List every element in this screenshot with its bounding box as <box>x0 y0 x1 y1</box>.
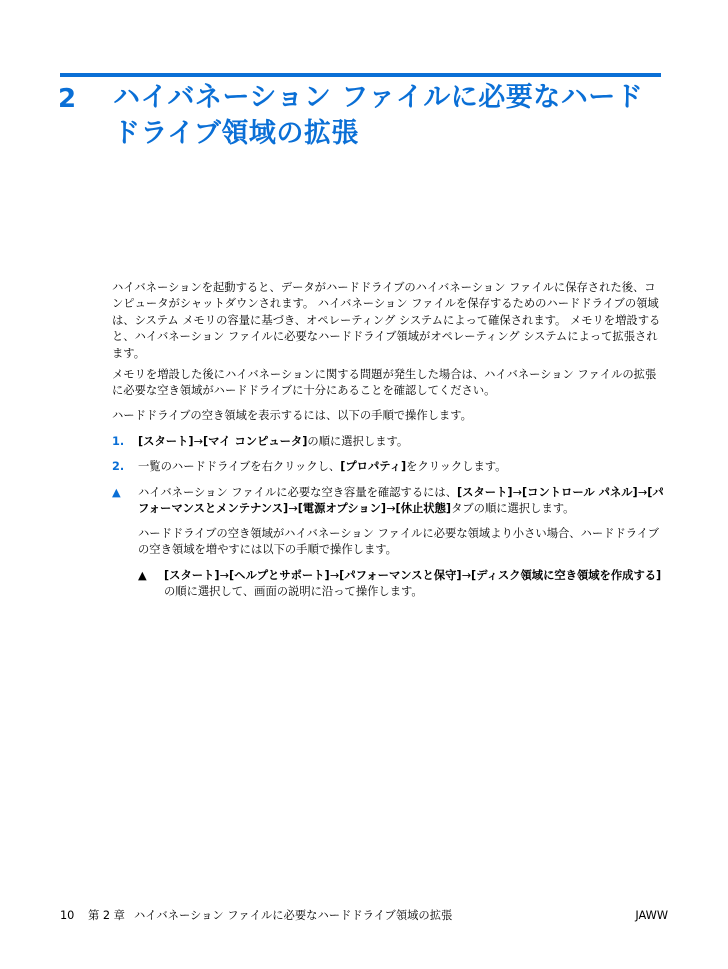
step-pre: 一覧のハードドライブを右クリックし、 <box>138 460 341 473</box>
step-text <box>138 459 664 475</box>
arrow: → <box>219 569 229 582</box>
chapter-rule <box>60 73 661 77</box>
arrow: → <box>288 502 298 516</box>
tip-pre: ハイバネーション ファイルに必要な空き容量を確認するには、 <box>138 486 458 499</box>
substep-rest: の順に選択して、画面の説明に沿って操作します。 <box>164 585 423 599</box>
arrow: → <box>193 435 203 448</box>
intro-paragraph: ハイバネーションを起動すると、データがハードドライブのハイバネーション ファイルに保存された後、コンピュータがシャットダウンされます。 ハイバネーション ファイルを保存するためのハードドライブの領域は、システム メモリの容量に基づき、オペレーティング システムによって確保されます。 メモリを増設すると、ハイバネーション ファイルに必要なハードドライブ領域がオペレーティング システムによって拡張されます。 <box>112 281 661 360</box>
arrow: → <box>461 569 472 582</box>
problem-paragraph: メモリを増設した後にハイバネーションに関する問題が発生した場合は、ハイバネーション ファイルの拡張に必要な空き領域がハードドライブに十分にあることを確認してください。 <box>112 368 657 398</box>
step-rest: の順に選択します。 <box>307 435 409 448</box>
menu-start: [スタート] <box>457 486 513 499</box>
menu-free-disk-space: [ディスク領域に空き領域を作成する] <box>471 569 662 582</box>
tip-text <box>138 485 664 518</box>
footer-chapter: 第 2 章 <box>88 909 125 922</box>
arrow: → <box>512 486 522 499</box>
arrow: → <box>386 502 396 516</box>
menu-help-support: [ヘルプとサポート] <box>228 569 330 582</box>
menu-start: [スタート] <box>138 435 194 448</box>
menu-control-panel: [コントロール パネル] <box>522 486 638 499</box>
step-number: 1. <box>112 435 125 448</box>
note-paragraph: ハードドライブの空き領域がハイバネーション ファイルに必要な領域より小さい場合、ハードドライブの空き領域を増やすには以下の手順で操作します。 <box>138 527 659 557</box>
menu-properties: [プロパティ] <box>340 460 407 473</box>
substep-text <box>164 568 664 601</box>
step-text <box>138 434 664 450</box>
footer-title: ハイバネーション ファイルに必要なハードドライブ領域の拡張 <box>134 909 453 922</box>
page-number: 10 <box>60 909 75 922</box>
chapter-number: 2 <box>58 84 77 114</box>
step-number: 2. <box>112 460 125 473</box>
menu-my-computer: [マイ コンピュータ] <box>202 435 308 448</box>
arrow: → <box>329 569 340 582</box>
chapter-title: ハイバネーション ファイルに必要なハードドライブ領域の拡張 <box>113 82 644 149</box>
menu-performance-maintenance: [パフォーマンスと保守] <box>339 569 462 582</box>
footer-doc-code: JAWW <box>635 909 668 922</box>
triangle-icon: ▲ <box>112 486 121 499</box>
menu-performance-maintenance: [パフォーマンスとメンテナンス] <box>138 486 664 516</box>
triangle-icon: ▲ <box>138 569 147 582</box>
step-rest: をクリックします。 <box>406 460 507 473</box>
procedure-intro: ハードドライブの空き領域を表示するには、以下の手順で操作します。 <box>112 409 472 422</box>
menu-hibernate: [休止状態] <box>395 502 452 516</box>
tip-rest: タブの順に選択します。 <box>451 502 575 516</box>
arrow: → <box>637 486 648 499</box>
menu-start: [スタート] <box>164 569 220 582</box>
menu-power-options: [電源オプション] <box>297 502 387 516</box>
